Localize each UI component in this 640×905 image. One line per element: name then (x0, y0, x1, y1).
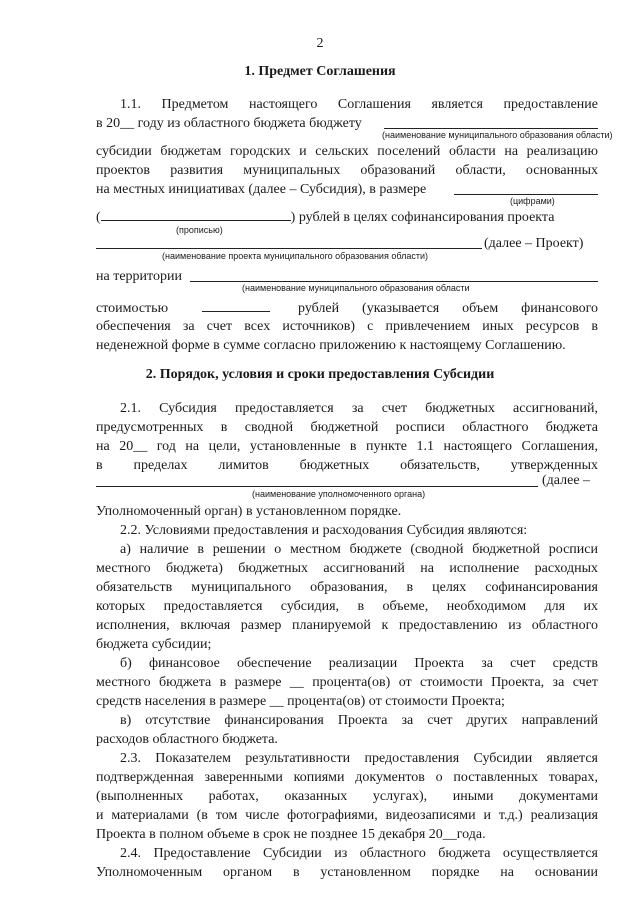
s2-3-line-5: Проекта в полном объеме в срок не позднее 15 декабря 20__года. (96, 827, 486, 842)
s2-2-a-line-4: которых предоставляется субсидия, в объеме, необходимом для их (96, 599, 598, 614)
s1-line-10: обеспечения за счет всех источников) с привлечением иных ресурсов в (96, 319, 598, 334)
s1-line-8: на территории (96, 269, 182, 284)
blank-municipality-rule (384, 128, 598, 129)
s1-line-6-text: ) рублей в целях софинансирования проекта (290, 210, 555, 225)
s2-2-a-line-2: местного бюджета) бюджетных ассигнований на исполнение расходных (96, 561, 598, 576)
s2-1-line-4: в пределах лимитов бюджетных обязательств, утвержденных (96, 458, 598, 473)
s1-line-1: 1.1. Предметом настоящего Соглашения является предоставление (120, 97, 598, 112)
blank-amount-words (101, 208, 291, 221)
s2-1-line-6: Уполномоченный орган) в установленном порядке. (96, 504, 402, 519)
s1-line-9-a: стоимостью (96, 301, 169, 316)
s2-3-line-2: подтвержденная заверенными копиями документов о поставленных товарах, (96, 770, 598, 785)
blank-project-name-rule (96, 248, 482, 249)
s2-2-a-line-5: исполнения, включая размер планируемой к предоставлению из областного (96, 618, 598, 633)
s2-2-a-line-3: обязательств муниципального образования, в целях софинансирования (96, 580, 598, 595)
s1-line-5: на местных инициативах (далее – Субсидия), в размере (96, 182, 427, 197)
s1-line-6 (96, 208, 598, 226)
blank-authority-rule (96, 486, 538, 487)
blank-territory-rule (190, 281, 598, 282)
s2-3-line-4: и материалами (в том числе фотографиями, видеозаписями и т.д.) реализация (96, 808, 598, 823)
caption-project-name: (наименование проекта муниципального образования области) (162, 251, 428, 261)
s2-2-b-line-2: местного бюджета в размере __ процента(ов) от стоимости Проекта, за счет (96, 675, 598, 690)
s2-1-line-3: на 20__ год на цели, установленные в пункте 1.1 настоящего Соглашения, (96, 439, 598, 454)
s2-2-c-line-2: расходов областного бюджета. (96, 732, 278, 747)
caption-digits: (цифрами) (510, 196, 555, 206)
s1-line-9 (96, 299, 598, 317)
section-2-heading: 2. Порядок, условия и сроки предоставления Субсидии (145, 367, 495, 382)
caption-words: (прописью) (176, 225, 223, 235)
s2-1-line-1: 2.1. Субсидия предоставляется за счет бюджетных ассигнований, (120, 401, 598, 416)
s2-2-line-1: 2.2. Условиями предоставления и расходования Субсидия являются: (120, 523, 528, 538)
s2-2-a-line-6: бюджета субсидии; (96, 637, 212, 652)
s2-1-line-2: предусмотренных в сводной бюджетной росписи областного бюджета (96, 420, 598, 435)
s2-1-line-5: (далее – (542, 473, 591, 488)
s2-3-line-3: (выполненных работах, оказанных услугах), иными документами (96, 789, 598, 804)
s1-line-4: проектов развития муниципальных образований области, основанных (96, 163, 598, 178)
s1-line-6-open: ( (96, 210, 101, 225)
s2-2-b-line-1: б) финансовое обеспечение реализации Проекта за счет средств (120, 656, 598, 671)
caption-territory: (наименование муниципального образования области (242, 283, 470, 293)
s2-2-b-line-3: средств населения в размере __ процента(ов) от стоимости Проекта; (96, 694, 505, 709)
section-1-heading: 1. Предмет Соглашения (244, 64, 396, 79)
s1-line-11: неденежной форме в сумме согласно приложению к настоящему Соглашению. (96, 338, 566, 353)
s2-4-line-1: 2.4. Предоставление Субсидии из областного бюджета осуществляется (120, 846, 598, 861)
s2-3-line-1: 2.3. Показателем результативности предоставления Субсидии является (120, 751, 598, 766)
blank-amount-digits-rule (454, 194, 598, 195)
s1-line-7: (далее – Проект) (484, 236, 584, 251)
caption-municipality: (наименование муниципального образования области) (382, 130, 613, 140)
page-number: 2 (316, 36, 324, 51)
blank-cost (202, 299, 270, 312)
s2-2-c-line-1: в) отсутствие финансирования Проекта за счет других направлений (120, 713, 598, 728)
s2-4-line-2: Уполномоченным органом в установленном порядке на основании (96, 865, 598, 880)
caption-authority: (наименование уполномоченного органа) (252, 489, 426, 499)
s2-2-a-line-1: а) наличие в решении о местном бюджете (сводной бюджетной росписи (120, 542, 598, 557)
s1-line-9-b: рублей (указывается объем финансового (298, 301, 599, 316)
s1-line-2-text: в 20__ году из областного бюджета бюджету (96, 116, 362, 131)
s1-line-3: субсидии бюджетам городских и сельских поселений области на реализацию (96, 144, 598, 159)
